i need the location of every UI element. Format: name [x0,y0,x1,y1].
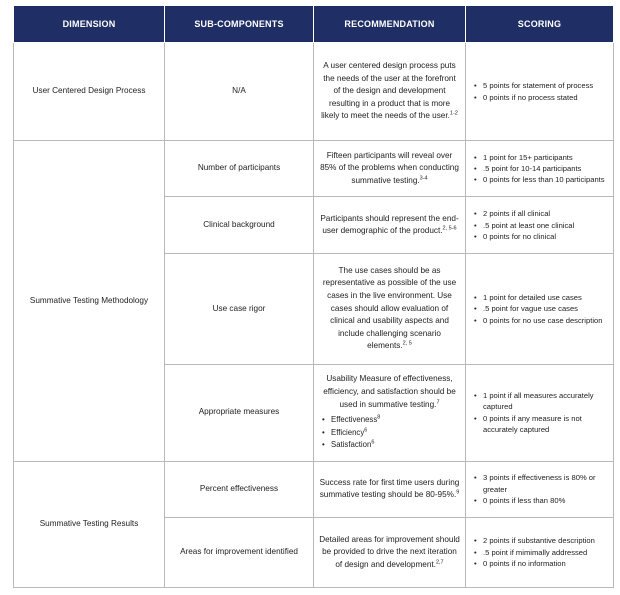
recommendation-text: Participants should represent the end-user demographic of the product. [320,213,459,236]
citation: 2, 5-6 [442,225,457,232]
sub-component-label: N/A [232,86,246,96]
recommendation-text: Usability Measure of effectiveness, efficiency, and satisfaction should be used in summative testing. [323,374,456,409]
dimension-label: Summative Testing Results [39,519,139,529]
sub-component-cell [165,254,314,364]
dimension-label: User Centered Design Process [32,86,146,96]
scoring-item: • 1 point for 15+ participants [483,152,608,163]
sub-component-label: Number of participants [197,163,281,173]
recommendation-text: Detailed areas for improvement should be provided to drive the next iteration of design and development. [319,534,460,569]
recommendation-cell [314,43,466,141]
header-sub-components: SUB-COMPONENTS [165,6,314,43]
scoring-cell [466,43,614,141]
scoring-item: • .5 point at least one clinical [483,220,608,231]
sub-component-label: Appropriate measures [198,407,280,417]
header-dimension: DIMENSION [14,6,165,43]
scoring-item: • 0 points for less than 10 participants [483,174,608,185]
scoring-item: • 5 points for statement of process [483,80,608,91]
recommendation-cell [314,461,466,517]
sub-component-label: Clinical background [203,220,275,230]
scoring-item: • 2 points if substantive description [483,535,608,546]
header-recommendation: RECOMMENDATION [314,6,466,43]
rubric-table [13,5,614,588]
scoring-item: • 0 points for no use case description [483,315,608,326]
recommendation-cell [314,197,466,254]
table-row [14,141,614,197]
scoring-cell [466,461,614,517]
sub-component-cell [165,461,314,517]
scoring-item: • 0 points if any measure is not accurately captured [483,413,608,436]
scoring-cell [466,364,614,461]
sub-component-cell [165,141,314,197]
scoring-item: • 0 points if no process stated [483,92,608,103]
recommendation-cell [314,364,466,461]
measure-item: • Effectiveness$^8$ [331,414,460,427]
scoring-item: • 0 points for no clinical [483,231,608,242]
recommendation-cell [314,254,466,364]
scoring-cell [466,141,614,197]
sub-component-label: Areas for improvement identified [180,547,298,557]
sub-component-cell [165,43,314,141]
sub-component-label: Use case rigor [212,303,266,313]
recommendation-text: Success rate for first time users during summative testing should be 80-95%. [319,477,460,500]
scoring-item: • 2 points if all clinical [483,208,608,219]
dimension-cell [14,43,165,141]
scoring-item: • 0 points if no information [483,558,608,569]
table-row [14,461,614,517]
citation: 6 [371,439,375,446]
sub-component-label: Percent effectiveness [199,483,279,493]
scoring-cell [466,517,614,587]
scoring-item: • 3 points if effectiveness is 80% or greater [483,472,608,495]
header-scoring: SCORING [466,6,614,43]
scoring-item: • 1 point for detailed use cases [483,292,608,303]
citation: 3-4 [419,175,428,182]
citation: 8 [377,414,381,421]
recommendation-cell [314,141,466,197]
recommendation-text: Fifteen participants will reveal over 85% of the problems when conducting summative testing. [320,150,459,186]
scoring-cell [466,197,614,254]
recommendation-text: A user centered design process puts the needs of the user at the forefront of the design and development resulting in a product that is more likely to meet the needs of the user. [321,61,456,121]
sub-component-cell [165,517,314,587]
citation: 2,7 [435,558,444,565]
sub-component-cell [165,197,314,254]
citation: 2, 5 [402,340,412,347]
dimension-cell [14,461,165,587]
dimension-cell [14,141,165,462]
recommendation-text: The use cases should be as representative as possible of the use cases in the live environment. Use cases should allow evaluation of clinical and usability aspects and include challenging scenario elements. [322,265,457,351]
scoring-cell [466,254,614,364]
scoring-item: • 1 point if all measures accurately captured [483,390,608,413]
sub-component-cell [165,364,314,461]
scoring-item: • .5 point for vague use cases [483,303,608,314]
table-row [14,43,614,141]
scoring-item: • .5 point for 10-14 participants [483,163,608,174]
citation: 6 [364,427,368,434]
measure-item: • Efficiency$^6$ [331,427,460,440]
dimension-label: Summative Testing Methodology [29,295,149,305]
header-row [14,6,614,43]
citation: 9 [456,489,460,496]
measure-list [319,414,460,452]
citation: 1-2 [449,110,458,117]
scoring-item: • 0 points if less than 80% [483,495,608,506]
recommendation-cell [314,517,466,587]
citation: 7 [436,398,440,405]
scoring-item: • .5 point if mimimally addressed [483,547,608,558]
measure-item: • Satisfaction$^6$ [331,439,460,452]
